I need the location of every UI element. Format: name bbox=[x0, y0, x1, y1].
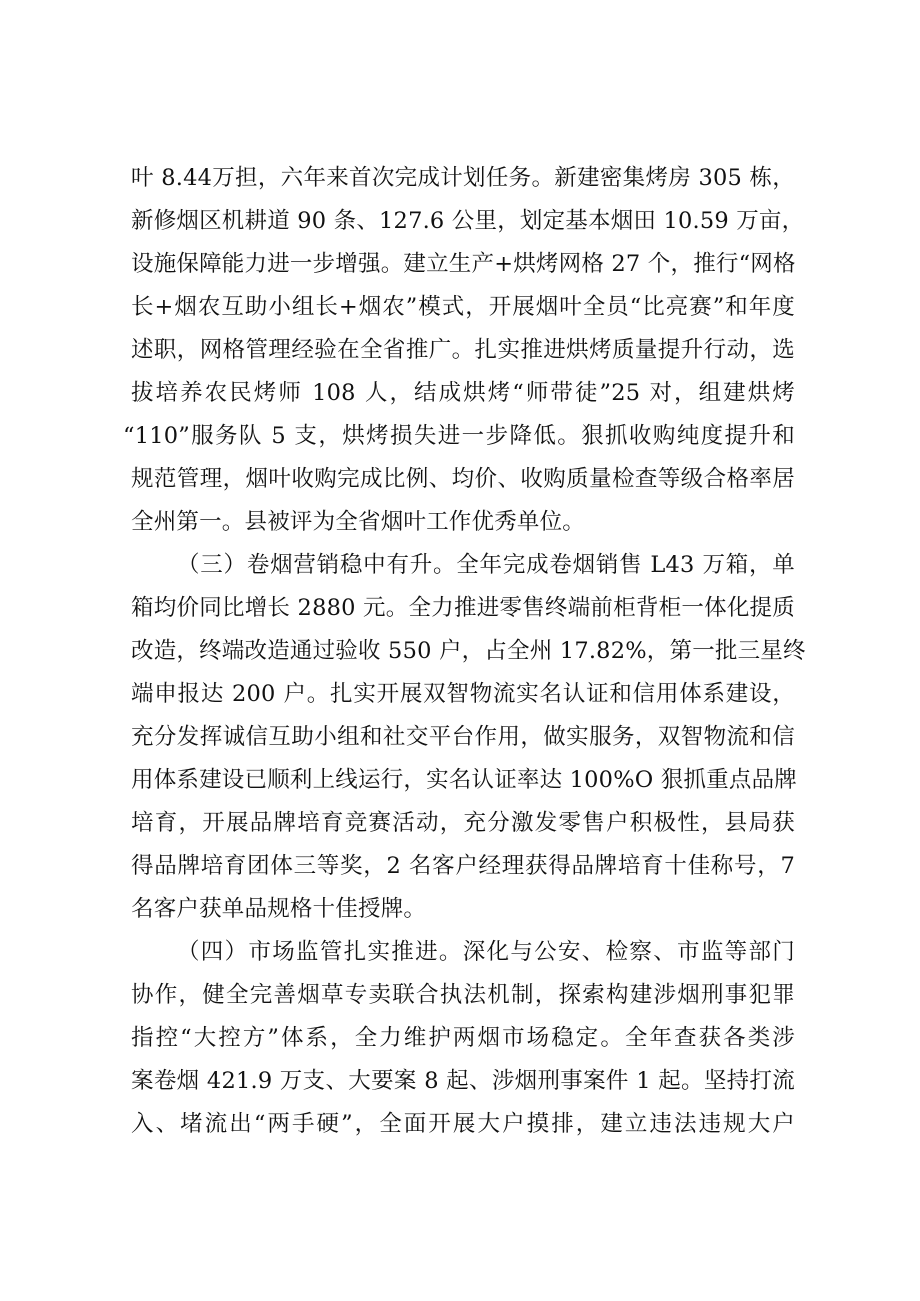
paragraph-1-line-4: 长+烟农互助小组长+烟农”模式，开展烟叶全员“比亮赛”和年度 bbox=[131, 294, 795, 320]
paragraph-1-line-2: 新修烟区机耕道 90 条、127.6 公里，划定基本烟田 10.59 万亩， bbox=[131, 208, 805, 234]
paragraph-2-line-2: 箱均价同比增长 2880 元。全力推进零售终端前柜背柜一体化提质 bbox=[131, 595, 795, 621]
paragraph-2-line-1: （三）卷烟营销稳中有升。全年完成卷烟销售 L43 万箱，单 bbox=[177, 552, 795, 578]
paragraph-1-line-1: 叶 8.44万担，六年来首次完成计划任务。新建密集烤房 305 栋， bbox=[131, 165, 795, 191]
paragraph-1-line-6: 拔培养农民烤师 108 人，结成烘烤“师带徒”25 对，组建烘烤 bbox=[131, 380, 795, 406]
paragraph-2-line-7: 培育，开展品牌培育竞赛活动，充分激发零售户积极性，县局获 bbox=[131, 810, 795, 836]
paragraph-3-line-1: （四）市场监管扎实推进。深化与公安、检察、市监等部门 bbox=[177, 939, 795, 965]
paragraph-2-line-5: 充分发挥诚信互助小组和社交平台作用，做实服务，双智物流和信 bbox=[131, 724, 795, 750]
paragraph-3-line-3: 指控“大控方”体系，全力维护两烟市场稳定。全年查获各类涉 bbox=[131, 1025, 795, 1051]
paragraph-2-line-9: 名客户获单品规格十佳授牌。 bbox=[131, 896, 427, 922]
paragraph-1-line-8: 规范管理，烟叶收购完成比例、均价、收购质量检查等级合格率居 bbox=[131, 466, 795, 492]
paragraph-3-line-2: 协作，健全完善烟草专卖联合执法机制，探索构建涉烟刑事犯罪 bbox=[131, 982, 795, 1008]
paragraph-1-line-9: 全州第一。县被评为全省烟叶工作优秀单位。 bbox=[131, 509, 586, 535]
paragraph-1-line-5: 述职，网格管理经验在全省推广。扎实推进烘烤质量提升行动，选 bbox=[131, 337, 795, 363]
paragraph-3-line-5: 入、堵流出“两手硬”，全面开展大户摸排，建立违法违规大户 bbox=[131, 1111, 795, 1137]
paragraph-1-line-3: 设施保障能力进一步增强。建立生产+烘烤网格 27 个，推行“网格 bbox=[131, 251, 796, 277]
paragraph-2-line-6: 用体系建设已顺利上线运行，实名认证率达 100%O 狠抓重点品牌 bbox=[131, 767, 797, 793]
paragraph-2-line-8: 得品牌培育团体三等奖，2 名客户经理获得品牌培育十佳称号，7 bbox=[131, 853, 795, 879]
paragraph-3-line-4: 案卷烟 421.9 万支、大要案 8 起、涉烟刑事案件 1 起。坚持打流 bbox=[131, 1068, 795, 1094]
paragraph-2-line-4: 端申报达 200 户。扎实开展双智物流实名认证和信用体系建设， bbox=[131, 681, 795, 707]
paragraph-2-line-3: 改造，终端改造通过验收 550 户，占全州 17.82%，第一批三星终 bbox=[131, 638, 806, 664]
paragraph-1-line-7: “110”服务队 5 支，烘烤损失进一步降低。狠抓收购纯度提升和 bbox=[123, 423, 795, 449]
